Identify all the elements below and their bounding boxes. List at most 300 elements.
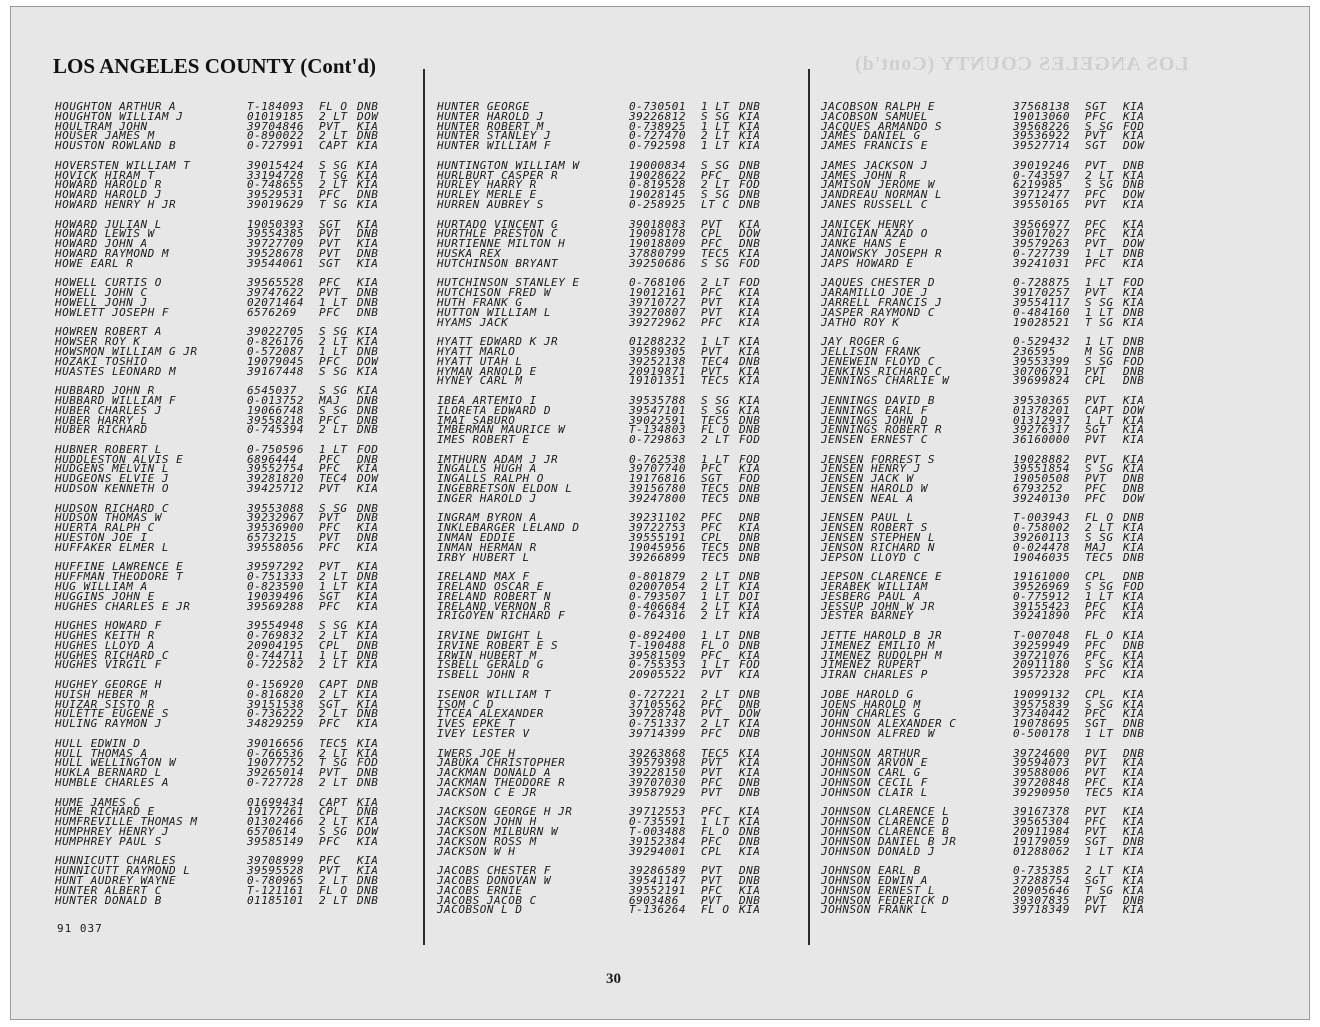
- serial-number: 0-890022: [247, 129, 304, 143]
- status-code: KIA: [357, 599, 379, 613]
- rank: PFC: [701, 775, 723, 789]
- name-group: [55, 327, 415, 376]
- rank: SGT: [1085, 139, 1107, 153]
- serial-number: 0-751333: [247, 570, 304, 584]
- casualty-name: HUGHES HOWARD F: [55, 621, 162, 632]
- casualty-name: JOHNSON EDWIN A: [821, 875, 928, 886]
- serial-number: 0-727470: [629, 129, 686, 143]
- rank: 1 LT: [1085, 246, 1114, 260]
- roster-row: [55, 775, 415, 789]
- name-group: [437, 278, 797, 327]
- casualty-name: IMAI SABURO: [437, 415, 516, 426]
- casualty-name: HUFFMAN THEODORE T: [55, 572, 184, 583]
- serial-number: 01288062: [1013, 844, 1070, 858]
- casualty-name: JOHN CHARLES G: [821, 709, 921, 720]
- serial-number: 0-892400: [629, 629, 686, 643]
- casualty-name: JOHNSON EARL B: [821, 866, 921, 876]
- casualty-name: HUTCHINSON STANLEY E: [437, 278, 580, 289]
- casualty-name: HOWSER ROY K: [55, 337, 141, 347]
- casualty-name: JANES RUSSELL C: [821, 199, 928, 210]
- serial-number: 0-762538: [629, 452, 686, 466]
- bleed-through-heading: LOS ANGELES COUNTY (Cont'd): [854, 53, 1189, 75]
- serial-number: 0-735591: [629, 815, 686, 829]
- status-code: DNB: [357, 570, 379, 584]
- status-code: KIA: [739, 139, 761, 153]
- status-code: KIA: [739, 364, 761, 378]
- rank: 1 LT: [319, 442, 348, 456]
- status-code: DNB: [1123, 374, 1145, 388]
- rank: S SG: [319, 619, 348, 633]
- document-page: [10, 6, 1310, 1020]
- roster-row: [821, 197, 1181, 211]
- serial-number: 39527714: [1013, 139, 1070, 153]
- rank: PVT: [701, 873, 723, 887]
- status-code: DNB: [739, 482, 761, 496]
- rank: 1 LT: [1085, 727, 1114, 740]
- casualty-name: HOUSER JAMES M: [55, 131, 155, 142]
- status-code: KIA: [1123, 168, 1145, 182]
- serial-number: 39568226: [1013, 119, 1070, 133]
- casualty-name: HOZAKI TOSHIO: [55, 356, 148, 367]
- casualty-name: JACKSON C E JR: [437, 787, 537, 798]
- name-group: [437, 337, 797, 386]
- status-code: DNB: [357, 873, 379, 887]
- status-code: KIA: [1123, 413, 1145, 427]
- status-code: KIA: [1123, 589, 1145, 603]
- roster-row: [55, 256, 415, 270]
- rank: FL O: [701, 824, 730, 838]
- status-code: KIA: [739, 335, 761, 349]
- status-code: DNB: [739, 100, 761, 113]
- status-code: KIA: [357, 158, 379, 172]
- serial-number: 39290950: [1013, 785, 1070, 799]
- casualty-name: IRVINE DWIGHT L: [437, 631, 544, 641]
- roster-row: [437, 376, 797, 386]
- casualty-name: JENNINGS CHARLIE W: [821, 376, 950, 387]
- rank: PFC: [1085, 256, 1107, 270]
- rank: PVT: [701, 864, 723, 878]
- status-code: KIA: [357, 746, 379, 760]
- serial-number: 39712477: [1013, 188, 1070, 202]
- name-group: [821, 278, 1181, 327]
- casualty-name: HUMFREVILLE THOMAS M: [55, 817, 198, 827]
- casualty-name: INGRAM BYRON A: [437, 513, 537, 524]
- status-code: KIA: [739, 903, 761, 917]
- casualty-name: IRELAND MAX F: [437, 572, 530, 583]
- rank: 1 LT: [1085, 305, 1114, 319]
- status-code: KIA: [1123, 697, 1145, 711]
- casualty-name: JACOBS ERNIE: [437, 885, 523, 896]
- serial-number: 39558218: [247, 413, 304, 427]
- rank: SGT: [1085, 423, 1107, 437]
- name-group: [821, 217, 1181, 270]
- rank: PFC: [1085, 609, 1107, 623]
- rank: PFC: [701, 237, 723, 251]
- status-code: KIA: [1123, 109, 1145, 123]
- status-code: DNB: [739, 873, 761, 887]
- status-code: DNB: [357, 227, 379, 241]
- casualty-name: JAMES JOHN R: [821, 170, 907, 181]
- serial-number: 39530365: [1013, 393, 1070, 407]
- rank: PVT: [1085, 237, 1107, 251]
- rank: PFC: [319, 834, 341, 848]
- roster-row: [821, 670, 1181, 680]
- serial-number: 39155423: [1013, 599, 1070, 613]
- rank: 2 LT: [319, 335, 348, 349]
- status-code: FOD: [1123, 119, 1145, 133]
- status-code: KIA: [1123, 756, 1145, 770]
- serial-number: T-121161: [247, 883, 304, 897]
- rank: S SG: [319, 364, 348, 378]
- rank: 2 LT: [1085, 168, 1114, 182]
- casualty-name: HOWREN ROBERT A: [55, 327, 162, 338]
- status-code: DNB: [357, 501, 379, 515]
- serial-number: 20919871: [629, 364, 686, 378]
- status-code: KIA: [1123, 540, 1145, 554]
- status-code: DNB: [739, 785, 761, 799]
- status-code: KIA: [357, 717, 379, 731]
- serial-number: 19028145: [629, 188, 686, 202]
- serial-number: 39535788: [629, 393, 686, 407]
- casualty-name: JACOBSON SAMUEL: [821, 111, 928, 122]
- rank: LT C: [701, 197, 730, 211]
- serial-number: 0-801879: [629, 570, 686, 584]
- name-group: [55, 562, 415, 611]
- rank: PFC: [1085, 775, 1107, 789]
- casualty-name: HOWARD HAROLD R: [55, 180, 162, 191]
- rank: S SG: [701, 256, 730, 270]
- status-code: DNB: [1123, 472, 1145, 486]
- serial-number: 0-529432: [1013, 335, 1070, 349]
- rank: MAJ: [1085, 540, 1107, 554]
- serial-number: 39585149: [247, 834, 304, 848]
- serial-number: 0-738925: [629, 119, 686, 133]
- status-code: KIA: [739, 305, 761, 319]
- serial-number: 6896444: [247, 452, 297, 466]
- rank: PVT: [319, 560, 341, 574]
- serial-number: 02007054: [629, 580, 686, 594]
- casualty-name: HOWELL CURTIS O: [55, 278, 162, 289]
- serial-number: 39588006: [1013, 766, 1070, 780]
- status-code: DNB: [357, 452, 379, 466]
- serial-number: 19099132: [1013, 687, 1070, 701]
- roster-row: [55, 141, 415, 151]
- status-code: KIA: [1123, 883, 1145, 897]
- rank: PVT: [701, 344, 723, 358]
- status-code: DNB: [739, 188, 761, 202]
- roster-row: [821, 785, 1181, 799]
- casualty-name: HOWARD HAROLD J: [55, 190, 162, 200]
- serial-number: 6570614: [247, 824, 297, 838]
- casualty-name: HUGGINS JOHN E: [55, 591, 155, 602]
- serial-number: 39710727: [629, 295, 686, 309]
- rank: TEC4: [319, 472, 348, 486]
- serial-number: 0-792598: [629, 139, 686, 153]
- name-group: [821, 452, 1181, 505]
- serial-number: 19079045: [247, 354, 304, 368]
- status-code: KIA: [357, 197, 379, 211]
- rank: PVT: [701, 756, 723, 770]
- status-code: DNB: [1123, 364, 1145, 378]
- status-code: DNB: [739, 687, 761, 701]
- rank: 1 LT: [1085, 276, 1114, 290]
- name-group: [821, 866, 1181, 915]
- casualty-name: HULL THOMAS A: [55, 748, 148, 759]
- rank: PFC: [701, 648, 723, 662]
- casualty-name: HOWSMON WILLIAM G JR: [55, 346, 198, 357]
- status-code: KIA: [1123, 315, 1145, 329]
- rank: S SG: [701, 393, 730, 407]
- rank: PVT: [701, 785, 723, 799]
- rank: 1 LT: [701, 139, 730, 153]
- serial-number: 39554117: [1013, 295, 1070, 309]
- casualty-name: IVES EPKE T: [437, 719, 516, 729]
- status-code: DNB: [739, 570, 761, 584]
- serial-number: 34829259: [247, 717, 304, 731]
- status-code: DNB: [739, 491, 761, 505]
- casualty-name: JENSEN ERNEST C: [821, 435, 928, 445]
- status-code: FOD: [1123, 276, 1145, 290]
- casualty-name: HUDSON KENNETH O: [55, 484, 169, 494]
- status-code: KIA: [739, 374, 761, 388]
- status-code: FOD: [739, 452, 761, 466]
- casualty-name: HUBER HARRY L: [55, 415, 148, 426]
- rank: S SG: [1085, 531, 1114, 545]
- rank: PVT: [1085, 805, 1107, 819]
- rank: PVT: [1085, 364, 1107, 378]
- status-code: DNB: [357, 766, 379, 780]
- rank: 2 LT: [319, 129, 348, 143]
- serial-number: 39718349: [1013, 903, 1070, 917]
- rank: PVT: [1085, 158, 1107, 172]
- casualty-name: JOHNSON ARVON E: [821, 758, 928, 769]
- status-code: DNB: [739, 423, 761, 437]
- rank: S SG: [701, 109, 730, 123]
- casualty-name: HUNTINGTON WILLIAM W: [437, 160, 580, 171]
- rank: T SG: [319, 756, 348, 770]
- serial-number: 39587929: [629, 785, 686, 799]
- serial-number: 39286589: [629, 864, 686, 878]
- rank: PFC: [701, 697, 723, 711]
- rank: S SG: [701, 403, 730, 417]
- rank: S SG: [319, 824, 348, 838]
- status-code: KIA: [357, 237, 379, 251]
- name-group: [821, 746, 1181, 799]
- serial-number: 39263868: [629, 746, 686, 760]
- status-code: KIA: [357, 217, 379, 231]
- status-code: DOW: [1123, 188, 1145, 202]
- status-code: KIA: [1123, 903, 1145, 917]
- status-code: KIA: [739, 129, 761, 143]
- casualty-name: JOBE HAROLD G: [821, 689, 914, 700]
- roster-row: [821, 611, 1181, 621]
- name-group: [437, 102, 797, 151]
- rank: PFC: [701, 727, 723, 740]
- serial-number: 01288232: [629, 335, 686, 349]
- casualty-name: HUDSON RICHARD C: [55, 503, 169, 514]
- status-code: DNB: [739, 834, 761, 848]
- serial-number: 39170257: [1013, 286, 1070, 300]
- casualty-name: JACKSON W H: [437, 846, 516, 857]
- rank: FL O: [701, 423, 730, 437]
- casualty-name: HUBNER ROBERT L: [55, 444, 162, 455]
- status-code: FOD: [739, 658, 761, 672]
- casualty-name: HUBBARD JOHN R: [55, 386, 155, 396]
- casualty-name: INGALLS HUGH A: [437, 464, 537, 475]
- serial-number: 33194728: [247, 168, 304, 182]
- rank: PFC: [319, 540, 341, 554]
- rank: TEC5: [319, 736, 348, 750]
- name-group: [55, 856, 415, 905]
- serial-number: 01185101: [247, 893, 304, 907]
- casualty-name: HOWELL JOHN J: [55, 297, 148, 308]
- rank: 2 LT: [319, 687, 348, 701]
- serial-number: 39566977: [1013, 217, 1070, 231]
- status-code: KIA: [1123, 129, 1145, 143]
- roster-row: [55, 834, 415, 848]
- casualty-name: JANIGIAN AZAD O: [821, 229, 928, 240]
- serial-number: T-003488: [629, 824, 686, 838]
- status-code: KIA: [739, 766, 761, 780]
- status-code: KIA: [357, 560, 379, 574]
- serial-number: 39015424: [247, 158, 304, 172]
- serial-number: 39307835: [1013, 893, 1070, 907]
- column-divider: [423, 69, 425, 945]
- status-code: KIA: [1123, 687, 1145, 701]
- status-code: KIA: [1123, 648, 1145, 662]
- status-code: DNB: [357, 707, 379, 721]
- name-group: [821, 393, 1181, 447]
- status-code: KIA: [739, 599, 761, 613]
- casualty-name: HUBER CHARLES J: [55, 405, 162, 416]
- casualty-name: HUTH FRANK G: [437, 297, 523, 308]
- serial-number: 0-764316: [629, 609, 686, 623]
- status-code: KIA: [357, 795, 379, 809]
- rank: PVT: [701, 668, 723, 682]
- status-code: KIA: [1123, 658, 1145, 672]
- casualty-name: JENSEN STEPHEN L: [821, 533, 935, 543]
- status-code: DNB: [1123, 550, 1145, 564]
- status-code: KIA: [739, 746, 761, 760]
- rank: S SG: [319, 325, 348, 339]
- roster-row: [437, 785, 797, 799]
- casualty-name: HOWLETT JOSEPH F: [55, 307, 169, 318]
- rank: SGT: [1085, 100, 1107, 113]
- roster-row: [821, 844, 1181, 858]
- status-code: DNB: [357, 305, 379, 319]
- casualty-name: HUNT AUDREY WAYNE: [55, 875, 177, 886]
- rank: PFC: [319, 462, 341, 476]
- casualty-name: HURTADO VINCENT G: [437, 219, 559, 230]
- casualty-name: JOHNSON CARL G: [821, 768, 921, 778]
- casualty-name: JENNINGS DAVID B: [821, 395, 935, 406]
- status-code: KIA: [739, 246, 761, 260]
- serial-number: 39550165: [1013, 197, 1070, 211]
- rank: PFC: [319, 276, 341, 290]
- casualty-name: HURLEY HARRY R: [437, 180, 537, 191]
- status-code: DNB: [1123, 178, 1145, 192]
- serial-number: 39712553: [629, 805, 686, 819]
- status-code: DNB: [357, 295, 379, 309]
- casualty-name: INGEBRETSON ELDON L: [437, 484, 573, 494]
- name-group: [437, 513, 797, 562]
- rank: PFC: [319, 717, 341, 731]
- casualty-name: JIRAN CHARLES P: [821, 670, 928, 681]
- rank: TEC5: [701, 374, 730, 388]
- rank: PFC: [319, 854, 341, 868]
- status-code: KIA: [357, 589, 379, 603]
- rank: TEC5: [1085, 550, 1114, 564]
- status-code: DNB: [357, 775, 379, 789]
- serial-number: 19066748: [247, 403, 304, 417]
- serial-number: 39554385: [247, 227, 304, 241]
- serial-number: 01699434: [247, 795, 304, 809]
- casualty-name: HOWE EARL R: [55, 258, 134, 269]
- casualty-name: JACOBS DONOVAN W: [437, 875, 551, 886]
- casualty-name: INMAN HERMAN R: [437, 542, 537, 553]
- rank: PFC: [319, 599, 341, 613]
- serial-number: 39241890: [1013, 609, 1070, 623]
- status-code: KIA: [739, 805, 761, 819]
- name-group: [55, 217, 415, 270]
- casualty-name: JENSEN NEAL A: [821, 493, 914, 504]
- serial-number: 39228150: [629, 766, 686, 780]
- serial-number: 01302466: [247, 815, 304, 829]
- serial-number: 0-013752: [247, 393, 304, 407]
- serial-number: 01378201: [1013, 403, 1070, 417]
- rank: 2 LT: [319, 178, 348, 192]
- rank: 1 LT: [701, 100, 730, 113]
- serial-number: 39232967: [247, 511, 304, 525]
- casualty-name: HUGHES KEITH R: [55, 631, 155, 641]
- status-code: FOD: [1123, 354, 1145, 368]
- status-code: KIA: [357, 168, 379, 182]
- status-code: KIA: [1123, 873, 1145, 887]
- status-code: KIA: [739, 609, 761, 623]
- casualty-name: HOULTRAM JOHN: [55, 121, 148, 132]
- casualty-name: JANOWSKY JOSEPH R: [821, 248, 943, 259]
- status-code: KIA: [357, 521, 379, 535]
- casualty-name: HURLEY MERLE E: [437, 190, 537, 200]
- rank: 2 LT: [319, 707, 348, 721]
- status-code: DNB: [1123, 638, 1145, 652]
- rank: S SG: [1085, 658, 1114, 672]
- name-group: [437, 393, 797, 447]
- casualty-name: HUTCHISON FRED W: [437, 288, 551, 298]
- serial-number: T-190488: [629, 638, 686, 652]
- name-group: [55, 158, 415, 211]
- status-code: DNB: [1123, 158, 1145, 172]
- status-code: DOW: [739, 227, 761, 241]
- casualty-name: IVEY LESTER V: [437, 729, 530, 739]
- roster-row: [55, 660, 415, 670]
- name-group: [821, 513, 1181, 562]
- status-code: FOD: [739, 472, 761, 486]
- status-code: DNB: [1123, 335, 1145, 349]
- serial-number: 01312937: [1013, 413, 1070, 427]
- name-group: [55, 386, 415, 435]
- rank: PFC: [319, 521, 341, 535]
- rank: TEC5: [701, 540, 730, 554]
- rank: PFC: [1085, 491, 1107, 505]
- status-code: KIA: [1123, 629, 1145, 643]
- status-code: DNB: [1123, 511, 1145, 525]
- casualty-name: JACKMAN DONALD A: [437, 768, 551, 778]
- roster-row: [437, 435, 797, 445]
- serial-number: 39572328: [1013, 668, 1070, 682]
- rank: PFC: [1085, 648, 1107, 662]
- status-code: KIA: [1123, 286, 1145, 300]
